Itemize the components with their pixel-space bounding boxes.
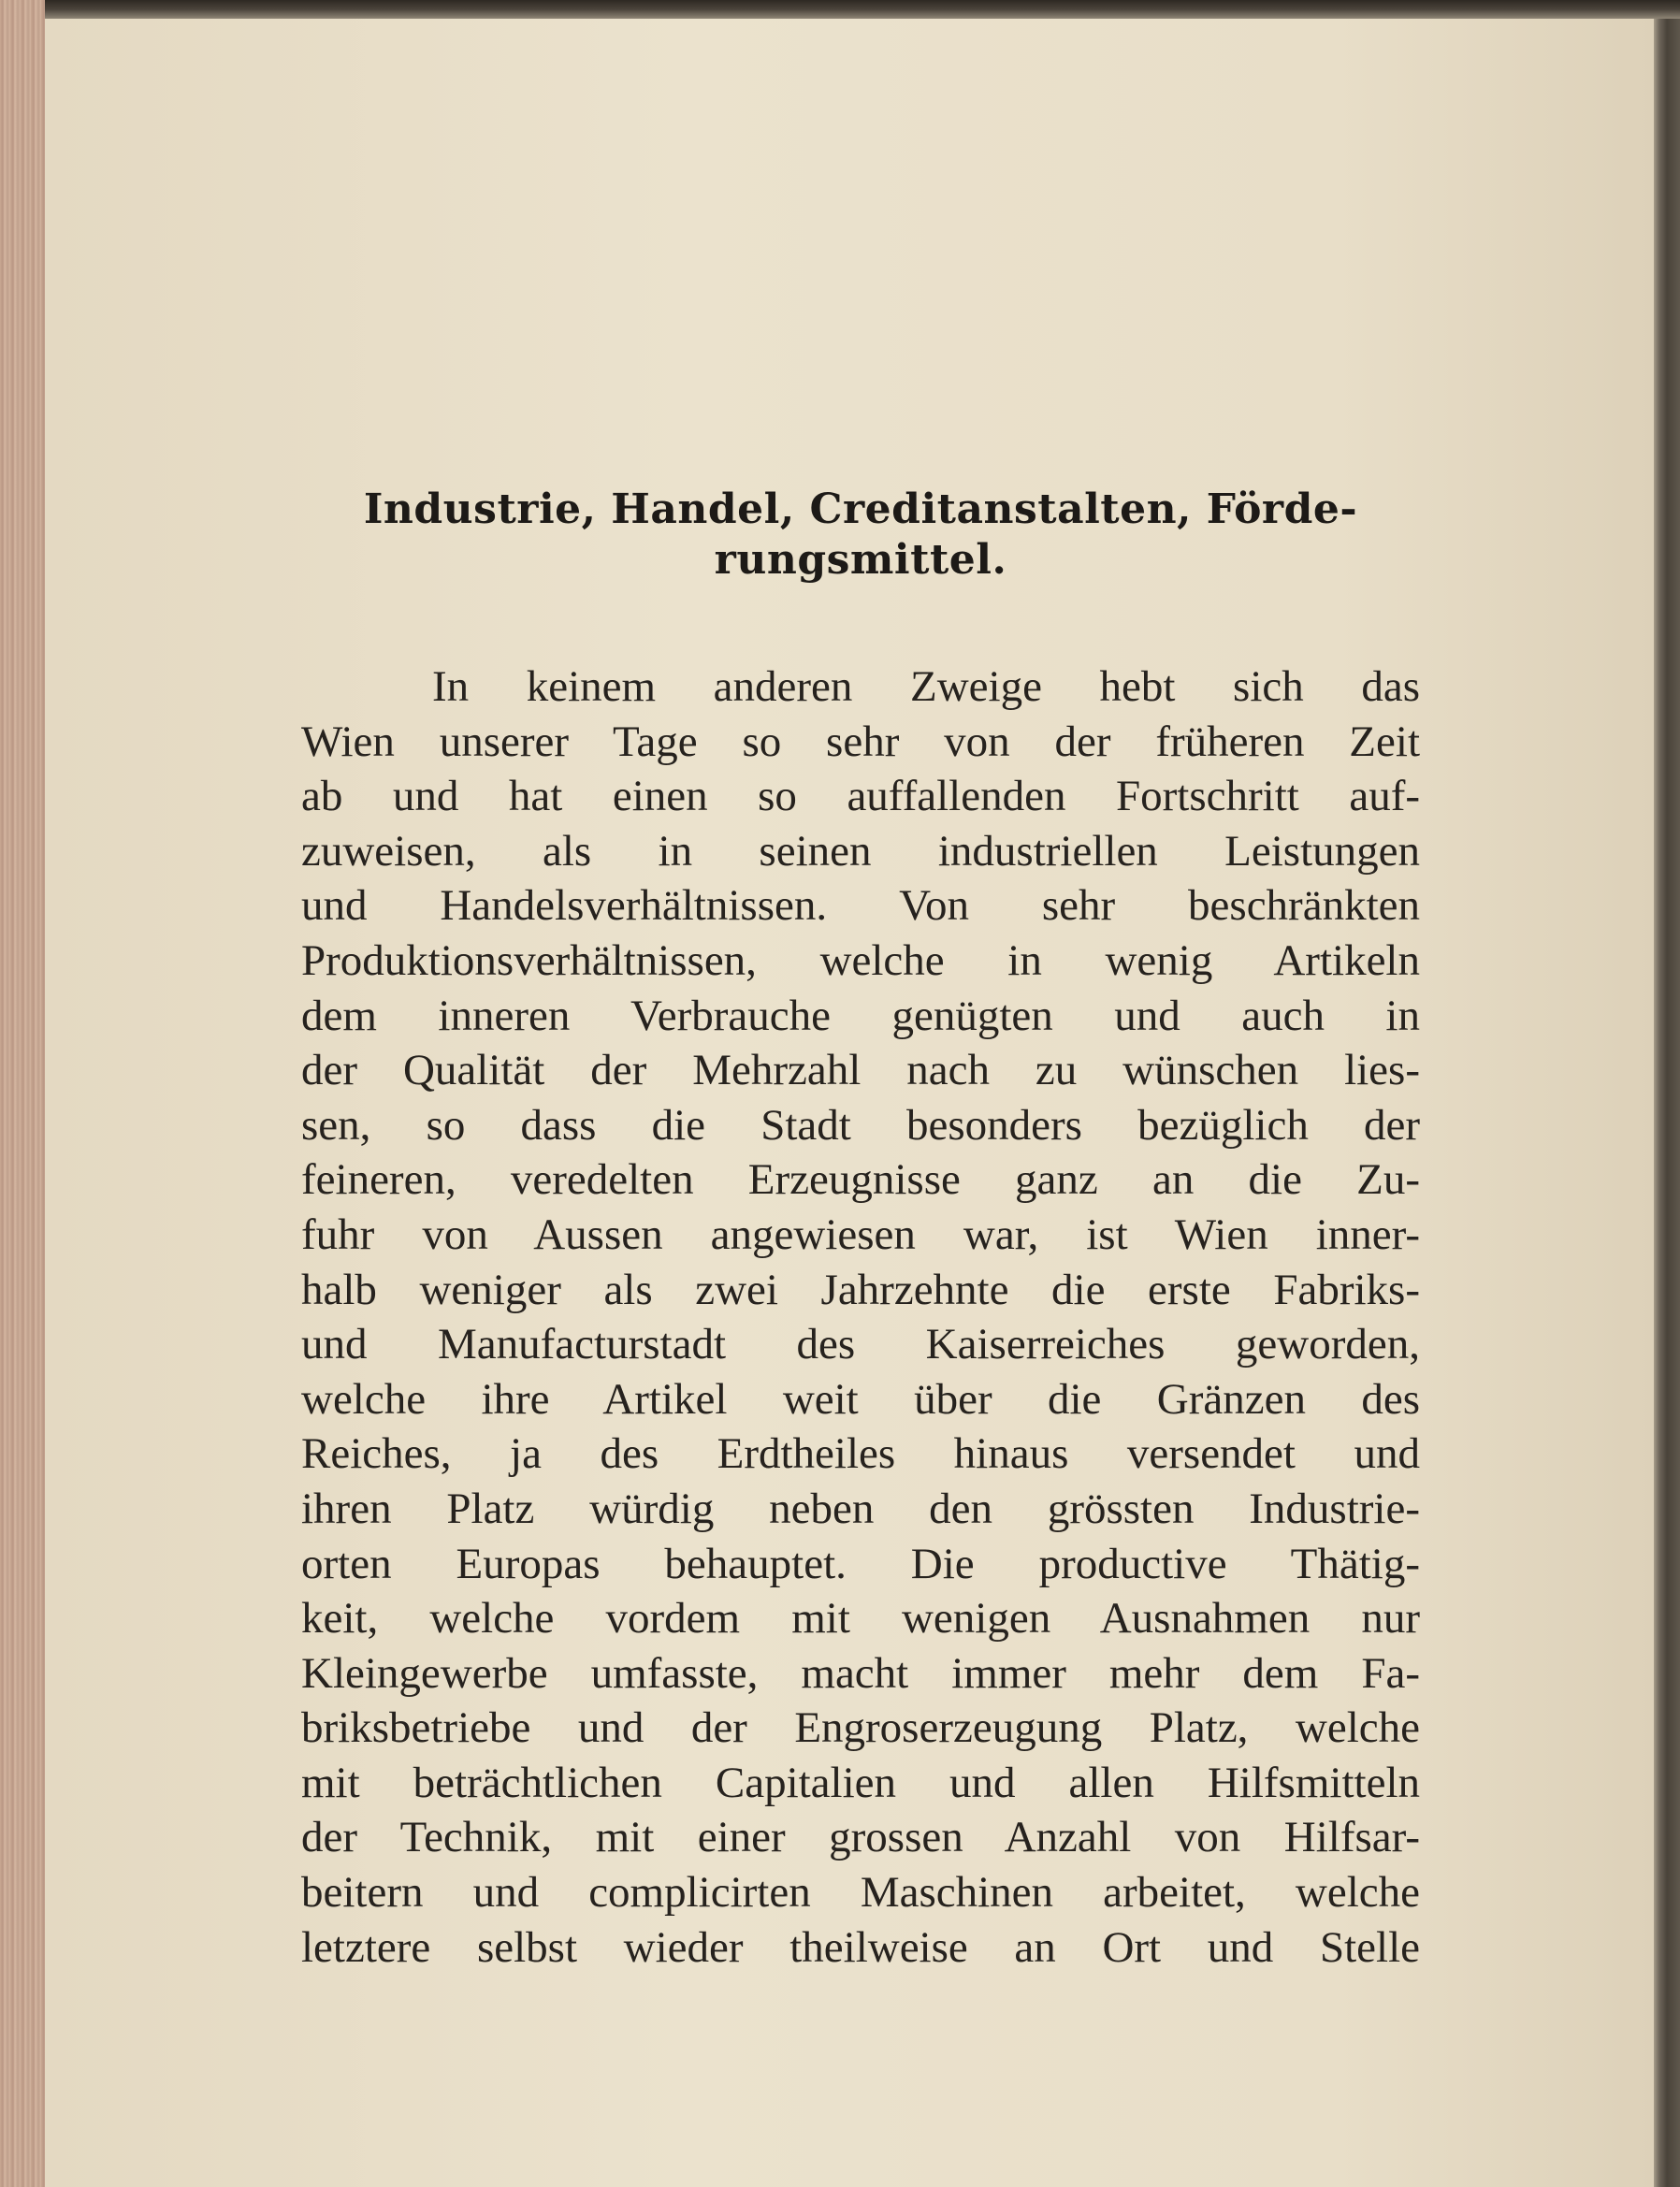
body-paragraph [301, 659, 1420, 1975]
text-line: Produktionsverhältnissen, welche in wenig Artikeln [301, 935, 1420, 985]
text-line: keit, welche vordem mit wenigen Ausnahmen nur [301, 1594, 1420, 1644]
text-line: zuweisen, als in seinen industriellen Leistungen [301, 826, 1420, 876]
text-line: ab und hat einen so auffallenden Fortschritt auf- [301, 772, 1420, 821]
section-heading-line-2: rungsmittel. [714, 536, 1007, 584]
section-heading [281, 485, 1441, 586]
text-line: und Handelsverhältnissen. Von sehr beschränkten [301, 881, 1420, 931]
text-line: halb weniger als zwei Jahrzehnte die erste Fabriks- [301, 1265, 1420, 1314]
book-binding-edge [0, 0, 45, 2187]
text-line: Kleingewerbe umfasste, macht immer mehr dem Fa- [301, 1648, 1420, 1698]
text-line: briksbetriebe und der Engroserzeugung Platz, welche [301, 1703, 1420, 1753]
page-fore-edge [1654, 19, 1680, 2187]
text-line: dem inneren Verbrauche genügten und auch in [301, 991, 1420, 1040]
text-line: sen, so dass die Stadt besonders bezüglich der [301, 1100, 1420, 1150]
text-line: mit beträchtlichen Capitalien und allen Hilfsmitteln [301, 1758, 1420, 1807]
text-line: In keinem anderen Zweige hebt sich das [432, 662, 1420, 711]
text-line: ihren Platz würdig neben den grössten Industrie- [301, 1484, 1420, 1533]
text-line: letztere selbst wieder theilweise an Ort und Stelle [301, 1922, 1420, 1972]
text-line: Reiches, ja des Erdtheiles hinaus versendet und [301, 1429, 1420, 1479]
text-line: fuhr von Aussen angewiesen war, ist Wien inner- [301, 1209, 1420, 1259]
text-line: feineren, veredelten Erzeugnisse ganz an die Zu- [301, 1155, 1420, 1205]
section-heading-line-1: Industrie, Handel, Creditanstalten, Förde- [363, 485, 1358, 533]
scan-top-border [0, 0, 1680, 19]
text-line: der Qualität der Mehrzahl nach zu wünschen lies- [301, 1046, 1420, 1095]
text-line: orten Europas behauptet. Die productive Thätig- [301, 1539, 1420, 1588]
text-line: beitern und complicirten Maschinen arbeitet, welche [301, 1868, 1420, 1918]
text-line: der Technik, mit einer grossen Anzahl von Hilfsar- [301, 1813, 1420, 1862]
text-line: und Manufacturstadt des Kaiserreiches geworden, [301, 1320, 1420, 1369]
text-line: Wien unserer Tage so sehr von der früheren Zeit [301, 717, 1420, 766]
text-line: welche ihre Artikel weit über die Gränzen des [301, 1374, 1420, 1424]
